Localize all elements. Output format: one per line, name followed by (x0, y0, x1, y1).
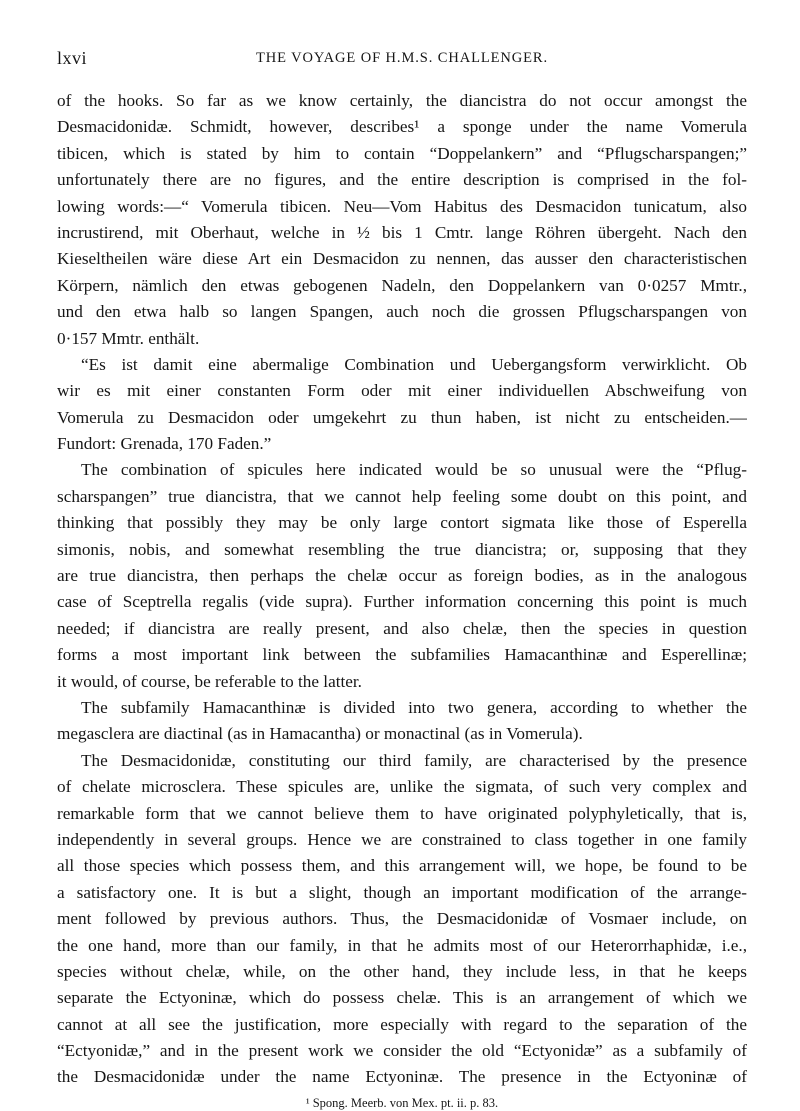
text-line: The Desmacidonidæ, constituting our third family, are characterised by the presence (81, 750, 747, 770)
text-line: of the hooks. So far as we know certainly, the diancistra do not occur amongst the (57, 91, 747, 110)
text-line: incrustirend, mit Oberhaut, welche in ½ bis 1 Cmtr. lange Röhren übergeht. Nach den (57, 222, 747, 242)
text-line: a satisfactory one. It is but a slight, though an important modification of the arrange- (57, 882, 747, 902)
text-line: Desmacidonidæ. Schmidt, however, describes¹ a sponge under the name Vomerula (57, 117, 747, 137)
text-line: ment followed by previous authors. Thus, the Desmacidonidæ of Vosmaer include, on (57, 909, 747, 929)
text-line: independently in several groups. Hence we are constrained to class together in one family (57, 829, 747, 849)
text-line: unfortunately there are no figures, and the entire description is comprised in the fol- (57, 170, 747, 190)
text-line: remarkable form that we cannot believe them to have originated polyphyletically, that is, (57, 803, 747, 823)
text-line: are true diancistra, then perhaps the chelæ occur as foreign bodies, as in the analogous (57, 566, 747, 586)
text-line: thinking that possibly they may be only large contort sigmata like those of Esperella (57, 513, 747, 533)
text-line: The subfamily Hamacanthinæ is divided into two genera, according to whether the (81, 697, 747, 717)
text-line: needed; if diancistra are really present, and also chelæ, then the species in question (57, 618, 747, 638)
text-line: Vomerula zu Desmacidon oder umgekehrt zu thun haben, ist nicht zu entscheiden.— (57, 407, 747, 427)
running-title: THE VOYAGE OF H.M.S. CHALLENGER. (256, 50, 548, 66)
text-line: Fundort: Grenada, 170 Faden.” (57, 434, 272, 454)
text-line: separate the Ectyoninæ, which do possess chelæ. This is an arrangement of which we (57, 988, 747, 1008)
text-line: 0·157 Mmtr. enthält. (57, 328, 200, 348)
text-line: simonis, nobis, and somewhat resembling the true diancistra; or, supposing that they (57, 539, 747, 559)
text-line: lowing words:—“ Vomerula tibicen. Neu—Vom Habitus des Desmacidon tunicatum, also (57, 196, 747, 216)
page-number: lxvi (57, 48, 88, 68)
text-line: “Ectyonidæ,” and in the present work we consider the old “Ectyonidæ” as a subfamily of (57, 1041, 747, 1061)
footnote: ¹ Spong. Meerb. von Mex. pt. ii. p. 83. (305, 1095, 499, 1110)
text-line: the one hand, more than our family, in that he admits most of our Heterorrhaphidæ, i.e., (57, 935, 747, 955)
text-line: scharspangen” true diancistra, that we cannot help feeling some doubt on this point, and (57, 486, 747, 506)
text-line: all those species which possess them, and this arrangement will, we hope, be found to be (57, 856, 747, 876)
document-page (57, 40, 747, 1111)
text-line: of chelate microsclera. These spicules are, unlike the sigmata, of such very complex and (57, 777, 747, 797)
text-line: “Es ist damit eine abermalige Combination und Uebergangsform verwirklicht. Ob (81, 354, 747, 374)
text-line: species without chelæ, while, on the other hand, they include less, in that he keeps (57, 961, 747, 981)
text-line: it would, of course, be referable to the latter. (57, 671, 362, 691)
text-line: cannot at all see the justification, more especially with regard to the separation of the (57, 1014, 747, 1034)
running-header (57, 40, 747, 70)
text-line: wir es mit einer constanten Form oder mit einer individuellen Abschweifung von (57, 381, 747, 401)
text-line: the Desmacidonidæ under the name Ectyoninæ. The presence in the Ectyoninæ of (57, 1067, 747, 1087)
text-line: Kieseltheilen wäre diese Art ein Desmacidon zu nennen, das ausser den characteristischen (57, 249, 747, 269)
text-line: forms a most important link between the subfamilies Hamacanthinæ and Esperellinæ; (57, 645, 747, 665)
text-line: tibicen, which is stated by him to contain “Doppelankern” and “Pflugscharspangen;” (57, 143, 747, 163)
text-line: Körpern, nämlich den etwas gebogenen Nadeln, den Doppelankern van 0·0257 Mmtr., (57, 275, 747, 295)
body-text (57, 88, 747, 1091)
text-line: case of Sceptrella regalis (vide supra). Further information concerning this point is much (57, 592, 747, 612)
text-line: und den etwa halb so langen Spangen, auch noch die grossen Pflugscharspangen von (57, 302, 747, 322)
text-line: megasclera are diactinal (as in Hamacantha) or monactinal (as in Vomerula). (57, 724, 583, 744)
text-line: The combination of spicules here indicated would be so unusual were the “Pflug- (81, 460, 747, 480)
